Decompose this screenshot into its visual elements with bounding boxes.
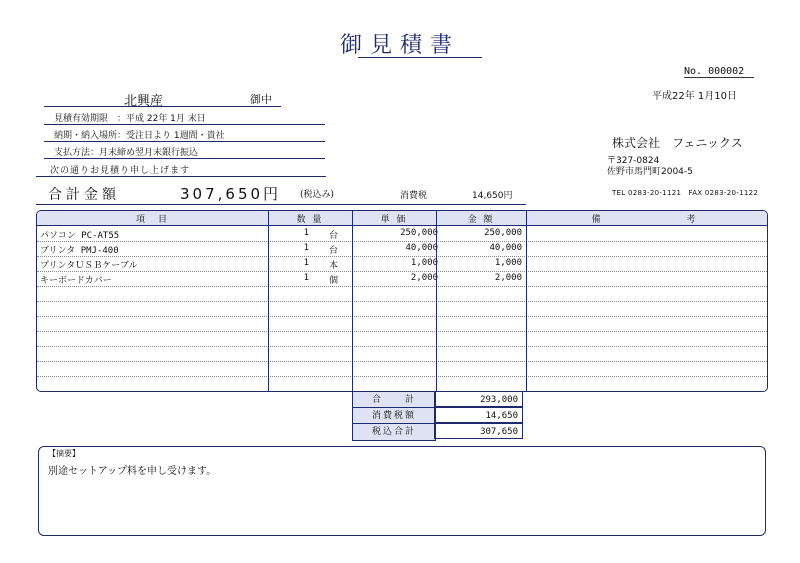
qty-cell: 1 [303,228,309,238]
total-value: 307,650円 [180,185,282,203]
company-name: 株式会社 フェニックス [612,136,743,150]
amount-cell: 2,000 [494,273,522,283]
header-price: 単 価 [380,215,408,225]
document-number: No. 000002 [684,66,754,78]
memo-label: 【摘要】 [48,449,80,458]
table-row [37,226,767,242]
table-row [37,346,767,362]
tax-label: 消費税 [400,191,428,201]
customer-suffix: 御中 [250,93,272,106]
grand-total-label: 税込合計 [352,423,436,441]
customer-underline [44,106,281,107]
amount-cell: 1,000 [494,258,522,268]
price-cell: 250,000 [400,228,438,238]
total-underline [36,204,526,205]
item-cell: パソコン PC-AT55 [40,231,120,241]
subtotal-value: 293,000 [434,391,523,407]
item-cell: プリンタ PMJ-400 [40,246,119,256]
issue-date: 平成22年 1月10日 [652,91,737,102]
company-address: 佐野市馬門町2004-5 [607,167,693,177]
memo-text: 別途セットアップ料を申し受けます。 [48,466,217,477]
qty-cell: 1 [303,273,309,283]
document-title: 御見積書 [339,33,460,58]
item-cell: プリンタＵＳＢケーブル [40,261,138,271]
company-phone: TEL 0283-20-1121 FAX 0283-20-1122 [612,189,759,197]
title-underline [358,57,482,58]
column-divider [268,211,269,391]
header-qty: 数 量 [296,215,324,225]
unit-cell: 台 [329,246,339,256]
table-row [37,286,767,302]
qty-cell: 1 [303,258,309,268]
customer-name: 北興産 [124,94,164,109]
tax-amount-value: 14,650 [434,407,523,423]
grand-total-value: 307,650 [434,423,523,439]
unit-cell: 本 [329,261,339,271]
items-table [36,210,768,392]
table-row [37,301,767,317]
table-row [37,271,767,287]
header-remarks-2: 考 [686,215,698,225]
delivery-term: 納期・納入場所：受注日より 1週間・貴社 [54,131,225,141]
unit-cell: 個 [329,276,339,286]
divider [44,124,325,125]
amount-cell: 40,000 [489,243,522,253]
company-postal: 〒327-0824 [607,156,660,166]
header-amount: 金 額 [467,215,495,225]
table-row [37,331,767,347]
price-cell: 1,000 [410,258,438,268]
item-cell: キーボードカバー [40,276,112,286]
table-row [37,361,767,377]
subtotal-label: 合 計 [352,391,436,409]
price-cell: 2,000 [410,273,438,283]
closing-text: 次の通りお見積り申し上げます [50,166,191,176]
divider [44,158,325,159]
total-label: 合計金額 [48,187,120,203]
payment-term: 支払方法：月末締め翌月末銀行振込 [54,148,199,158]
divider [36,176,326,177]
unit-cell: 台 [329,231,339,241]
tax-value: 14,650円 [472,191,513,201]
tax-amount-label: 消費税額 [352,407,436,425]
column-divider [352,211,353,391]
column-divider [526,211,527,391]
qty-cell: 1 [303,243,309,253]
table-row [37,256,767,272]
header-remarks-1: 備 [591,215,603,225]
validity-term: 見積有効期限 ：平成 22年 1月 末日 [54,114,206,124]
total-tax-note: (税込み) [300,190,335,200]
memo-box [38,446,766,536]
table-row [37,316,767,332]
price-cell: 40,000 [405,243,438,253]
column-divider [436,211,437,391]
amount-cell: 250,000 [484,228,522,238]
table-header [37,211,767,226]
header-item: 項 目 [135,215,169,225]
table-row [37,241,767,257]
divider [44,141,325,142]
